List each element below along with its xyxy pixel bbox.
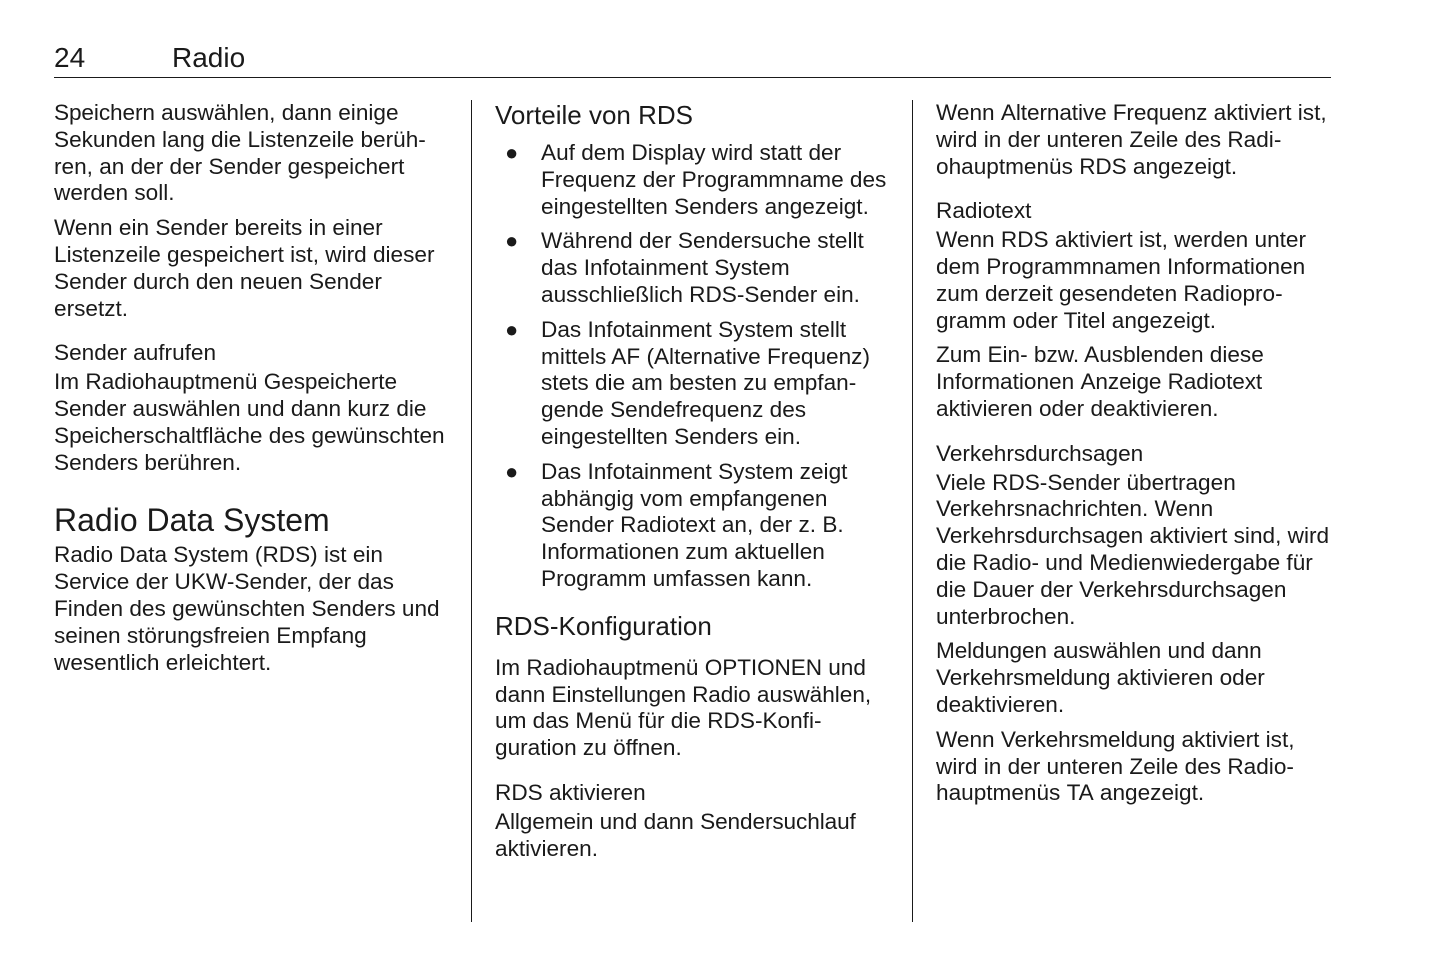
paragraph: [495, 655, 895, 762]
text-run: und dann: [593, 808, 701, 834]
column-left: [54, 100, 454, 684]
text-run: Im Radiohauptmenü: [495, 654, 705, 680]
paragraph: [54, 100, 454, 207]
chapter-title: Radio: [172, 42, 246, 73]
subheading-sender-aufrufen: Sender aufrufen: [54, 340, 217, 366]
list-item-text: Während der Sendersuche stellt das Infotainment System ausschließlich RDS-Sender ein.: [541, 228, 864, 307]
subheading-radiotext: Radiotext: [936, 198, 1032, 224]
menu-term: TA: [1066, 780, 1094, 806]
text-run: Wenn: [936, 726, 1001, 752]
paragraph: [54, 369, 454, 476]
list-item: [495, 317, 895, 451]
paragraph: [936, 342, 1336, 422]
heading-vorteile: Vorteile von RDS: [495, 100, 693, 130]
menu-term: Speichern: [54, 100, 155, 125]
list-item: [495, 140, 895, 220]
list-item: [495, 228, 895, 308]
paragraph: [495, 809, 895, 863]
text-run: aktivieren.: [495, 835, 598, 861]
paragraph: [936, 727, 1336, 807]
text-run: und dann: [495, 654, 866, 707]
section-heading-rds: Radio Data System: [54, 502, 330, 539]
column-divider: [912, 100, 913, 922]
menu-term: Anzeige Radiotext: [1080, 369, 1263, 395]
paragraph: Wenn ein Sender bereits in einer Listenzeile gespeichert ist, wird dieser Sender durch den neuen Sender ersetzt.: [54, 215, 435, 321]
text-run: angezeigt.: [1126, 153, 1238, 179]
paragraph: Wenn RDS aktiviert ist, werden unter dem Programmnamen Informationen zum derzeit gesendeten Radioprogramm oder Titel angezeigt.: [936, 227, 1307, 333]
list-item-text: Das Infotainment System zeigt abhängig vom empfangenen Sender Radiotext an, der z. B. Informationen zum aktuellen Programm umfassen kann.: [541, 458, 848, 591]
column-middle: [495, 100, 895, 870]
list-item-text: Das Infotainment System stellt mittels AF (Alternative Frequenz) stets die am besten zu empfangende Sendefrequenz des eingestellten Senders ein.: [541, 316, 870, 449]
text-run: auswählen und dann: [1046, 638, 1262, 664]
list-item-text: Auf dem Display wird statt der Frequenz der Programmname des eingestellten Senders angezeigt.: [541, 140, 887, 219]
menu-term: RDS: [1079, 153, 1127, 179]
text-run: auswählen und dann kurz die Speicherschaltfläche des gewünschten Senders berühren.: [54, 395, 445, 475]
paragraph: [936, 100, 1336, 180]
text-run: Im Radiohauptmenü: [54, 369, 264, 395]
bullet-icon: ●: [505, 228, 519, 254]
paragraph: [936, 638, 1336, 718]
menu-term: Meldungen: [936, 638, 1047, 664]
text-run: angezeigt.: [1093, 780, 1205, 806]
bullet-icon: ●: [505, 458, 519, 484]
menu-term: Verkehrsmeldung: [936, 665, 1111, 691]
text-run: Wenn: [936, 100, 1001, 125]
paragraph: Viele RDS-Sender übertragen Verkehrsnachrichten. Wenn Verkehrsdurchsagen aktiviert sind, wird die Radio- und Medienwiedergabe für die Dauer der Verkehrsdurchsagen unterbrochen.: [936, 469, 1330, 629]
text-run: aktiviert ist, wird in der unteren Zeile des Radiohauptmenüs: [936, 726, 1295, 806]
page-header: [54, 40, 1331, 78]
bullet-icon: ●: [505, 140, 519, 165]
menu-term: Verkehrsmeldung: [1000, 726, 1176, 752]
bullet-icon: ●: [505, 316, 519, 342]
text-run: Zum Ein- bzw. Ausblenden diese Informationen: [936, 342, 1264, 395]
menu-term: Gespeicherte Sender: [54, 369, 397, 421]
menu-term: Einstellungen Radio: [551, 681, 751, 707]
column-divider: [471, 100, 472, 922]
column-right: [936, 100, 1336, 815]
text-run: aktivieren oder deaktivieren.: [936, 395, 1219, 421]
menu-term: Sendersuchlauf: [700, 808, 856, 834]
page-number: 24: [54, 42, 86, 73]
subheading-rds-aktivieren: RDS aktivieren: [495, 779, 646, 805]
text-run: auswählen, um das Menü für die RDS-Konfiguration zu öffnen.: [495, 681, 872, 761]
paragraph: Radio Data System (RDS) ist ein Service der UKW-Sender, der das Finden des gewünschten Senders und seinen störungsfreien Empfang wesentlich erleichtert.: [54, 542, 440, 675]
list-item: [495, 459, 895, 593]
menu-term: Allgemein: [495, 808, 594, 834]
subheading-verkehrsdurchsagen: Verkehrsdurchsagen: [936, 440, 1144, 466]
menu-term: Alternative Frequenz: [1000, 100, 1208, 125]
heading-rds-konfiguration: RDS-Konfiguration: [495, 610, 712, 641]
text-run: aktivieren oder deaktivieren.: [936, 665, 1265, 717]
text-run: aktiviert ist, wird in der unteren Zeile des Radiohauptmenüs: [936, 100, 1327, 179]
bullet-list: [495, 140, 895, 593]
text-run: auswählen, dann einige Sekunden lang die Listenzeile berühren, an der der Sender gespeichert werden soll.: [54, 100, 426, 206]
menu-term: OPTIONEN: [704, 654, 822, 680]
